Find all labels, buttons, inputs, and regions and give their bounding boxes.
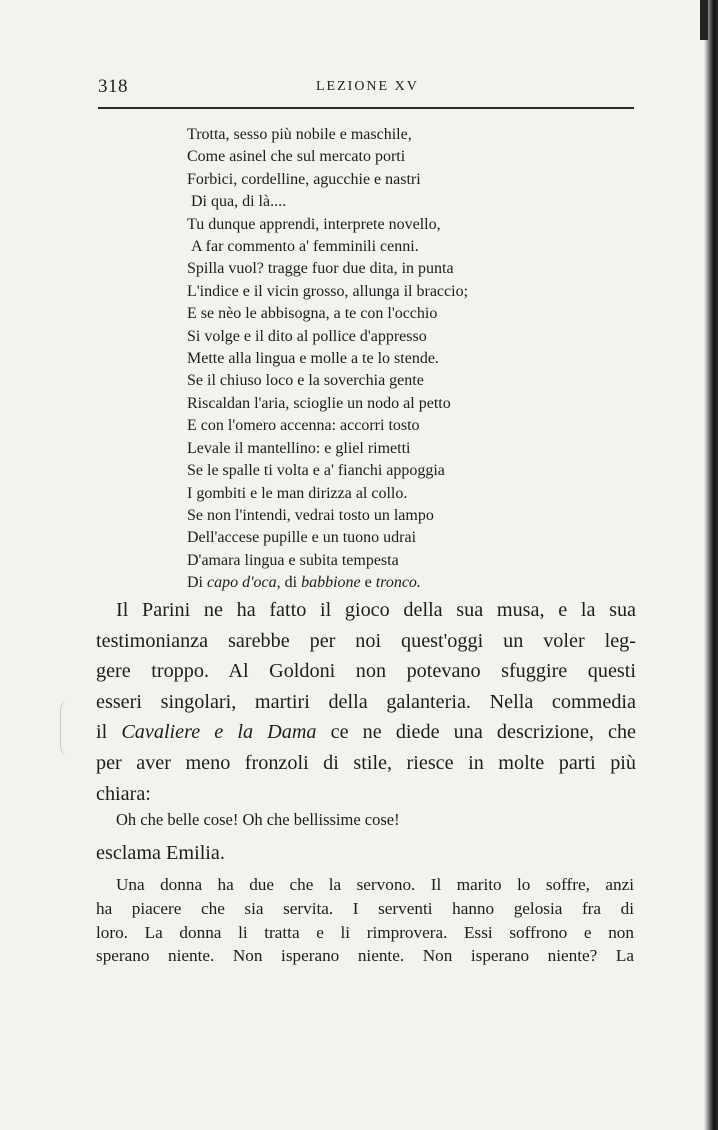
- poem-line: Dell'accese pupille e un tuono udrai: [187, 529, 417, 547]
- play-title: Cavaliere e la Dama: [121, 721, 317, 744]
- prose-line: testimonianza sarebbe per noi quest'oggi un voler leg-: [96, 629, 636, 652]
- quote-line: Una donna ha due che la servono. Il marito lo soffre, anzi: [116, 875, 634, 894]
- poem-line: Di qua, di là....: [191, 193, 287, 211]
- quote-exclamation: Oh che belle cose! Oh che bellissime cose!: [116, 810, 400, 829]
- poem-last-line-joiner: di: [280, 574, 302, 592]
- poem-line: L'indice e il vicin grosso, allunga il braccio;: [187, 282, 469, 300]
- quote-line: loro. La donna li tratta e li rimprovera. Essi soffrono e non: [96, 922, 634, 942]
- prose-paragraph: [96, 595, 636, 809]
- prose-line: per aver meno fronzoli di stile, riesce in molte parti più: [96, 751, 636, 774]
- prose-line: esseri singolari, martiri della galanteria. Nella commedia: [96, 690, 636, 713]
- poem-italic-phrase: capo d'oca,: [207, 574, 281, 592]
- quote-line: sperano niente. Non isperano niente. Non isperano niente? La: [96, 946, 634, 966]
- poem-last-line: [187, 572, 627, 594]
- poem-italic-phrase: babbione: [301, 574, 361, 592]
- poem-line: Levale il mantellino: e gliel rimetti: [187, 439, 411, 457]
- poem-line: E con l'omero accenna: accorri tosto: [187, 417, 420, 435]
- poem-line: Se le spalle ti volta e a' fianchi appoggia: [187, 462, 445, 480]
- page-edge-dark-corner: [700, 0, 708, 40]
- poem-line: Se il chiuso loco e la soverchia gente: [187, 372, 424, 390]
- prose-line-prefix: il: [96, 721, 122, 744]
- running-title: LEZIONE XV: [316, 79, 419, 94]
- poem-block: [187, 124, 627, 595]
- page-number: 318: [98, 76, 128, 97]
- poem-italic-phrase: tronco.: [375, 574, 421, 592]
- header-rule: [98, 107, 634, 109]
- poem-line: Forbici, cordelline, agucchie e nastri: [187, 170, 421, 188]
- poem-line: Spilla vuol? tragge fuor due dita, in punta: [187, 260, 454, 278]
- margin-pencil-mark: [60, 700, 79, 756]
- page-header: [98, 74, 634, 104]
- poem-last-line-prefix: Di: [187, 574, 207, 592]
- prose-line-with-title: [96, 717, 636, 748]
- poem-line: A far commento a' femminili cenni.: [191, 238, 419, 256]
- poem-line: E se nèo le abbisogna, a te con l'occhio: [187, 305, 438, 323]
- prose-line: gere troppo. Al Goldoni non potevano sfuggire questi: [96, 660, 636, 683]
- quote-block: [96, 873, 634, 968]
- poem-line: Si volge e il dito al pollice d'appresso: [187, 327, 427, 345]
- poem-line: Se non l'intendi, vedrai tosto un lampo: [187, 506, 434, 524]
- poem-line: Come asinel che sul mercato porti: [187, 148, 406, 166]
- prose-line-suffix: ce ne diede una descrizione, che: [316, 721, 636, 744]
- quote-line: ha piacere che sia servita. I serventi hanno gelosia fra di: [96, 898, 634, 918]
- poem-line: Riscaldan l'aria, scioglie un nodo al petto: [187, 394, 451, 412]
- prose-line: Il Parini ne ha fatto il gioco della sua musa, e la sua: [116, 599, 636, 621]
- poem-line: Mette alla lingua e molle a te lo stende.: [187, 350, 439, 368]
- poem-last-line-joiner: e: [360, 574, 376, 592]
- poem-line: Tu dunque apprendi, interprete novello,: [187, 215, 441, 233]
- narration-line: esclama Emilia.: [96, 842, 225, 864]
- page-edge-shadow: [704, 0, 718, 1130]
- poem-line: D'amara lingua e subita tempesta: [187, 551, 399, 569]
- poem-line: Trotta, sesso più nobile e maschile,: [187, 126, 412, 143]
- poem-line: I gombiti e le man dirizza al collo.: [187, 484, 408, 502]
- prose-line: chiara:: [96, 782, 151, 805]
